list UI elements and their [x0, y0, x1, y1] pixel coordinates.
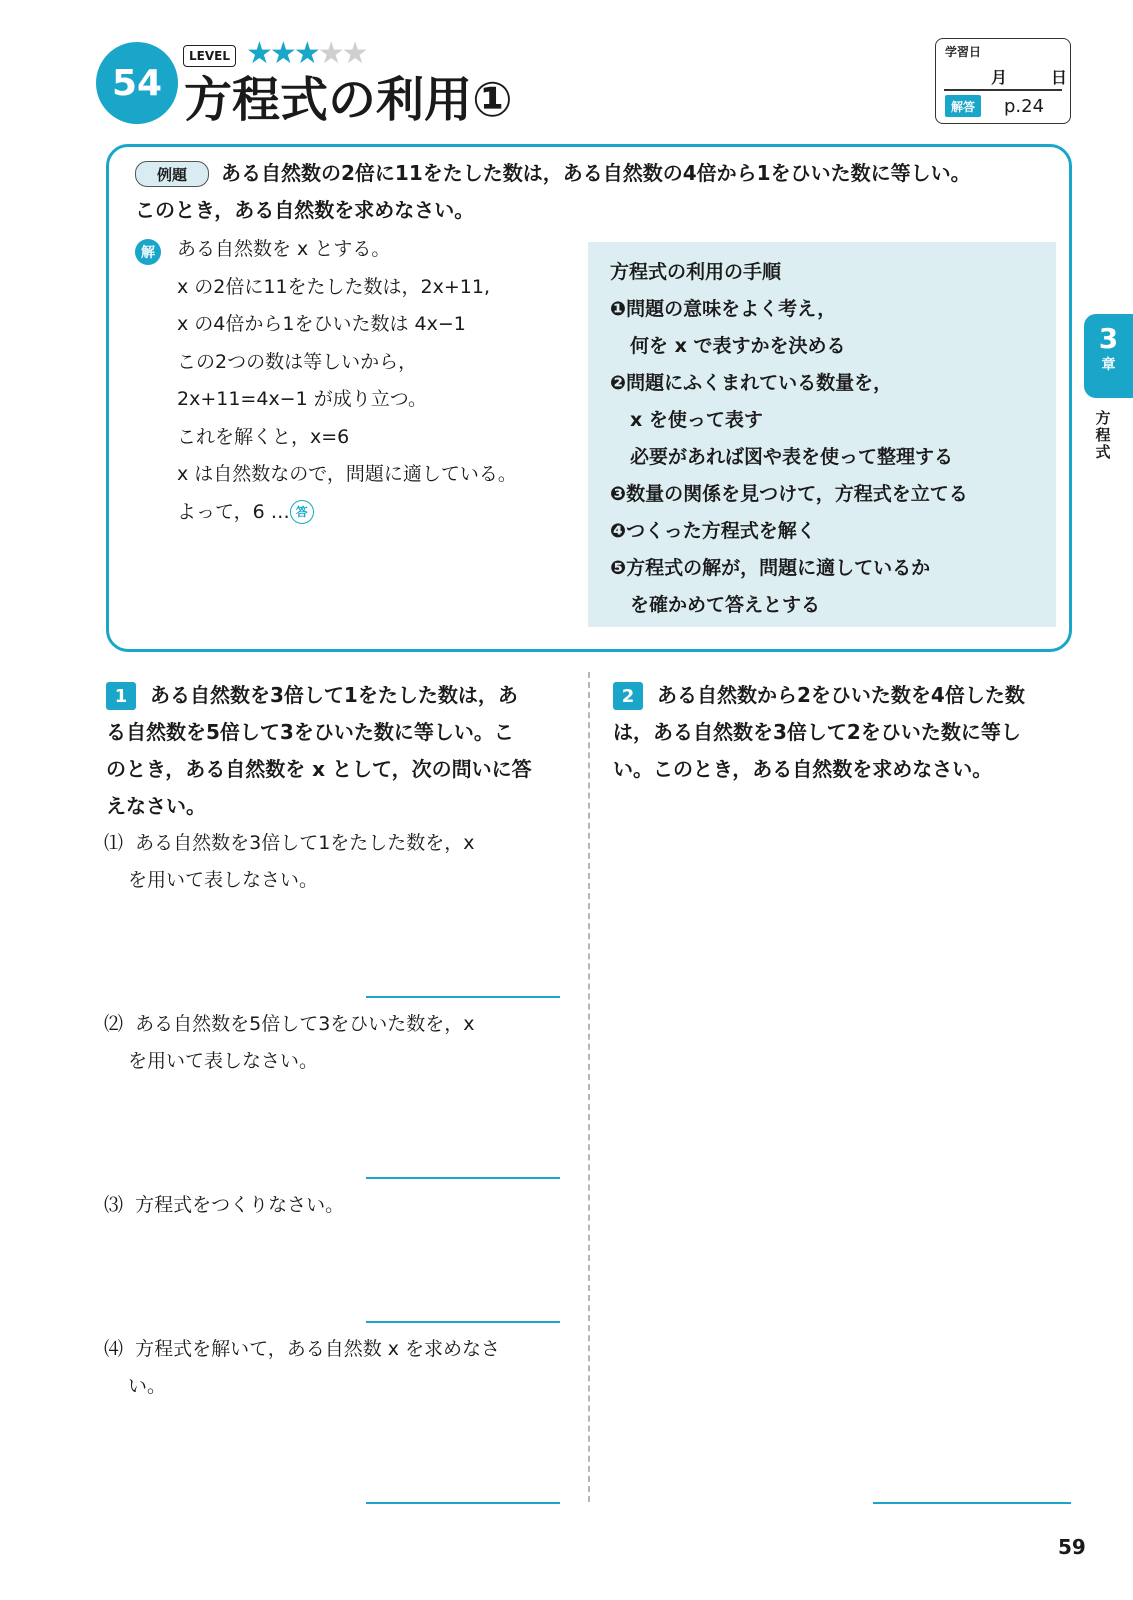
study-divider	[944, 89, 1062, 91]
sub-question-label: ⑴	[104, 832, 124, 854]
question-2-number: 2	[613, 682, 643, 710]
star-empty-icon: ★	[317, 36, 342, 71]
procedure-title: 方程式の利用の手順	[610, 261, 782, 283]
solution-answer-line	[177, 494, 517, 532]
question-line: は，ある自然数を3倍して2をひいた数に等し	[613, 720, 1021, 744]
chapter-char: 章	[1101, 357, 1116, 373]
solution-badge: 解	[135, 239, 161, 265]
sub-question-line: ある自然数を3倍して1をたした数を，x	[135, 832, 475, 854]
star-icon: ★	[269, 36, 294, 71]
question-line: る自然数を5倍して3をひいた数に等しい。こ	[106, 720, 514, 744]
answer-line[interactable]	[366, 1321, 560, 1323]
question-2-text	[613, 677, 1073, 788]
question-1-number: 1	[106, 682, 136, 710]
example-question-line: このとき，ある自然数を求めなさい。	[135, 198, 475, 222]
question-line: えなさい。	[106, 794, 206, 818]
procedure-step: を確かめて答えとする	[630, 594, 821, 616]
sub-question-line: を用いて表しなさい。	[128, 869, 319, 891]
procedure-text	[610, 254, 968, 624]
sub-question-line: 方程式をつくりなさい。	[135, 1194, 345, 1216]
answer-line[interactable]	[366, 996, 560, 998]
chapter-number: 3	[1098, 322, 1119, 355]
sub-question-1	[104, 825, 475, 899]
study-month-label: 月	[991, 68, 1008, 87]
solution-line: この2つの数は等しいから，	[177, 350, 418, 373]
star-empty-icon: ★	[341, 36, 366, 71]
level-stars	[246, 36, 366, 72]
solution-line: 2x+11=4x−1 が成り立つ。	[177, 388, 427, 410]
study-date-label: 学習日	[945, 45, 982, 59]
chapter-tab	[1084, 314, 1133, 398]
page-title: 方程式の利用①	[184, 72, 513, 128]
star-icon: ★	[293, 36, 318, 71]
solution-line: ある自然数を x とする。	[177, 238, 391, 260]
answer-line[interactable]	[873, 1502, 1071, 1504]
example-question-line: ある自然数の2倍に11をたした数は，ある自然数の4倍から1をひいた数に等しい。	[221, 161, 971, 185]
sub-question-line: を用いて表しなさい。	[128, 1050, 319, 1072]
procedure-step: ❸数量の関係を見つけて，方程式を立てる	[610, 483, 968, 505]
question-line: ある自然数を3倍して1をたした数は，あ	[150, 683, 518, 707]
answer-badge: 解答	[945, 95, 981, 117]
question-line: ある自然数から2をひいた数を4倍した数	[657, 683, 1025, 707]
sub-question-label: ⑶	[104, 1194, 124, 1216]
solution-text	[177, 231, 517, 531]
answer-page-ref: p.24	[1004, 96, 1045, 117]
procedure-step: ❹つくった方程式を解く	[610, 520, 816, 542]
question-line: のとき，ある自然数を x として，次の問いに答	[106, 757, 532, 781]
lesson-number: 54	[96, 42, 178, 124]
page-number: 59	[1058, 1535, 1086, 1559]
sub-question-line: ある自然数を5倍して3をひいた数を，x	[135, 1013, 475, 1035]
solution-line: x の4倍から1をひいた数は 4x−1	[177, 313, 466, 335]
example-box	[106, 144, 1072, 652]
sub-question-line: 方程式を解いて，ある自然数 x を求めなさ	[135, 1338, 501, 1360]
procedure-step: ❺方程式の解が，問題に適しているか	[610, 557, 931, 579]
sub-question-line: い。	[128, 1375, 167, 1397]
question-line: い。このとき，ある自然数を求めなさい。	[613, 757, 993, 781]
sub-question-label: ⑷	[104, 1338, 124, 1360]
level-label: LEVEL	[183, 45, 236, 67]
sub-question-label: ⑵	[104, 1013, 124, 1035]
answer-mark-icon: 答	[290, 500, 314, 524]
procedure-step: ❶問題の意味をよく考え，	[610, 298, 837, 320]
solution-line: x は自然数なので，問題に適している。	[177, 463, 517, 485]
example-badge: 例題	[135, 161, 209, 187]
solution-line: x の2倍に11をたした数は，2x+11,	[177, 275, 491, 298]
star-icon: ★	[246, 36, 270, 71]
procedure-step: 何を x で表すかを決める	[630, 335, 846, 357]
study-day-label: 日	[1051, 68, 1068, 87]
answer-line[interactable]	[366, 1502, 560, 1504]
solution-line: これを解くと，x=6	[177, 425, 350, 448]
column-divider	[588, 672, 590, 1502]
study-date-box	[935, 38, 1071, 124]
solution-line: よって，6 …	[177, 500, 290, 523]
procedure-step: 必要があれば図や表を使って整理する	[630, 446, 954, 468]
answer-line[interactable]	[366, 1177, 560, 1179]
sub-question-3	[104, 1187, 344, 1224]
procedure-step: ❷問題にふくまれている数量を，	[610, 372, 893, 394]
sub-question-2	[104, 1006, 475, 1080]
question-1-text	[106, 677, 576, 825]
chapter-name: 方程式	[1095, 409, 1111, 461]
procedure-step: x を使って表す	[630, 409, 763, 431]
sub-question-4	[104, 1331, 500, 1405]
procedure-panel	[588, 242, 1056, 627]
